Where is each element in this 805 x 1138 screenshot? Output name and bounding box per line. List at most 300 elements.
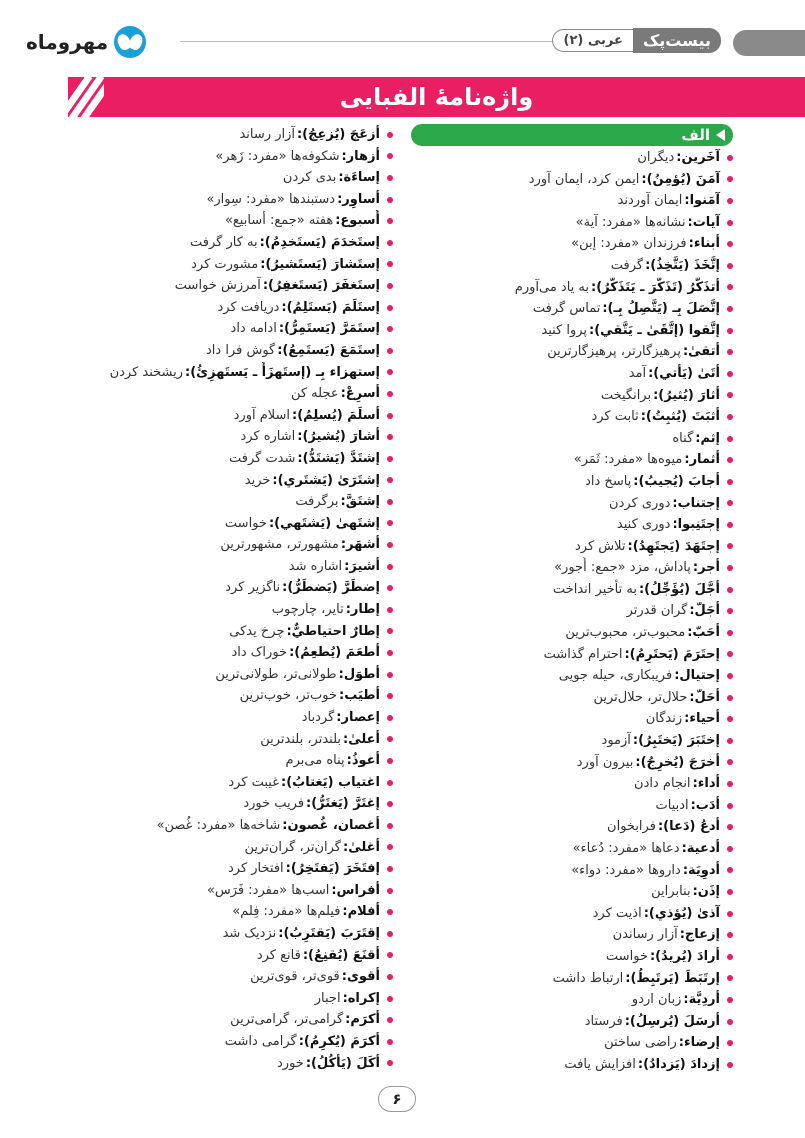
entry-word: أجر: (692, 560, 720, 576)
entry-meaning: شکوفه‌ها «مفرد: زَهر» (215, 148, 340, 164)
bullet-dot-icon (727, 371, 733, 377)
bullet-dot-icon (727, 543, 733, 549)
glossary-entry (63, 577, 393, 599)
entry-meaning: بیرون آورد (576, 754, 634, 770)
section-title-band (68, 77, 805, 117)
bullet-dot-icon (727, 975, 733, 981)
bullet-dot-icon (387, 326, 393, 332)
bullet-dot-icon (387, 650, 393, 656)
glossary-entry (63, 275, 393, 297)
glossary-entry (63, 1031, 393, 1053)
bullet-dot-icon (727, 414, 733, 420)
entry-word: أکَلَ (یَأکُلُ): (305, 1055, 380, 1071)
entry-meaning: پاسخ داد (585, 473, 632, 489)
page-header (0, 0, 805, 70)
glossary-entry (411, 881, 733, 903)
glossary-entry (411, 1054, 733, 1076)
bullet-dot-icon (387, 607, 393, 613)
glossary-entry (411, 385, 733, 407)
glossary-entry (63, 210, 393, 232)
entry-meaning: هفته «جمع: أسابیع» (224, 213, 334, 229)
bullet-dot-icon (727, 328, 733, 334)
glossary-entry (63, 880, 393, 902)
entry-meaning: زندگان (645, 711, 683, 727)
glossary-entry (63, 534, 393, 556)
glossary-entry (63, 664, 393, 686)
entry-meaning: دوری کردن (609, 495, 671, 511)
entry-meaning: افتخار کرد (227, 861, 284, 877)
bullet-dot-icon (727, 392, 733, 398)
entry-word: آمَنوا: (684, 193, 720, 209)
glossary-entry (411, 406, 733, 428)
entry-word: أثبَتَ (یُثبِتُ): (640, 409, 720, 425)
glossary-entry (411, 600, 733, 622)
bullet-dot-icon (727, 263, 733, 269)
entry-word: إقتَرَبَ (یَقتَرِبُ): (278, 925, 380, 941)
entry-meaning: ثابت کرد (591, 409, 639, 425)
entry-meaning: ادامه داد (230, 321, 277, 337)
glossary-entry (63, 405, 393, 427)
entry-meaning: نزدیک شد (222, 925, 277, 941)
entry-meaning: خوب‌تر، خوب‌ترین (239, 688, 338, 704)
glossary-entry (63, 1009, 393, 1031)
entry-meaning: داروها «مفرد: دواء» (571, 862, 681, 878)
entry-word: أعوذُ: (346, 753, 380, 769)
entry-meaning: ایمن کرد، ایمان آورد (528, 171, 640, 187)
bullet-dot-icon (387, 477, 393, 483)
entry-meaning: تلاش کرد (574, 538, 626, 554)
bullet-dot-icon (387, 693, 393, 699)
entry-word: إفتَخَرَ (یَفتَخِرُ): (285, 861, 380, 877)
glossary-entry (63, 167, 393, 189)
entry-word: اغتیاب (یَغتابُ): (281, 774, 380, 790)
bullet-dot-icon (727, 651, 733, 657)
entry-meaning: مشورت کرد (191, 256, 259, 272)
bullet-dot-icon (727, 284, 733, 290)
bullet-dot-icon (387, 542, 393, 548)
entry-meaning: گران‌تر، گران‌ترین (244, 839, 341, 855)
entry-meaning: بلندتر، بلندترین (260, 731, 341, 747)
entry-meaning: پاداش، مزد «جمع: أُجور» (554, 560, 691, 576)
entry-word: إشتَهیٰ (یَشتَهي): (268, 515, 380, 531)
entry-word: أفراس: (331, 882, 380, 898)
bullet-dot-icon (727, 1019, 733, 1025)
entry-word: إستَمَرَّ (یَستَمِرُّ): (278, 321, 380, 337)
entry-meaning: راضی ساختن (604, 1035, 677, 1051)
entry-word: إختَبَرَ (یَختَبِرُ): (632, 733, 720, 749)
entry-meaning: خواست (224, 515, 267, 531)
entry-word: أسرِعْ: (340, 386, 380, 402)
entry-word: إستَخدَمَ (یَستَخدِمُ): (259, 234, 380, 250)
glossary-entry (411, 708, 733, 730)
bullet-dot-icon (387, 348, 393, 354)
glossary-entry (63, 599, 393, 621)
glossary-entry (63, 448, 393, 470)
glossary-entry (411, 233, 733, 255)
entry-meaning: خوراک داد (231, 645, 288, 661)
glossary-entry (63, 146, 393, 168)
entry-word: أتَیٰ (یَأتي): (648, 365, 720, 381)
bullet-dot-icon (727, 349, 733, 355)
glossary-entry (63, 966, 393, 988)
entry-meaning: اسب‌ها «مفرد: فَرَس» (206, 882, 330, 898)
header-side-tab (733, 30, 805, 56)
entry-meaning: آزار رساند (239, 127, 295, 142)
entry-word: أخرَجَ (یُخرِجُ): (635, 754, 720, 770)
glossary-entry (63, 383, 393, 405)
entry-word: أدعیة: (681, 841, 720, 856)
bullet-dot-icon (387, 499, 393, 505)
glossary-entry (411, 212, 733, 234)
bullet-dot-icon (387, 844, 393, 850)
entry-word: إستَشارَ (یَستَشیرُ): (260, 256, 380, 272)
glossary-entry (411, 298, 733, 320)
bullet-dot-icon (387, 888, 393, 894)
entry-meaning: چرخ یدکی (229, 623, 285, 639)
glossary-entry (411, 730, 733, 752)
bullet-dot-icon (727, 630, 733, 636)
glossary-entry (411, 989, 733, 1011)
bullet-dot-icon (727, 932, 733, 938)
title-stripes (68, 77, 104, 117)
bullet-dot-icon (387, 866, 393, 872)
glossary-entry (63, 988, 393, 1010)
entry-word: إشتَقَّ: (340, 494, 380, 510)
entry-meaning: قانع کرد (256, 947, 301, 963)
bullet-dot-icon (727, 522, 733, 528)
glossary-entry (63, 1053, 393, 1075)
entry-meaning: دعاها «مفرد: دُعاء» (572, 841, 680, 856)
glossary-entry (63, 318, 393, 340)
entry-meaning: خواست (605, 948, 648, 964)
glossary-entry (411, 190, 733, 212)
entry-word: آخَرین: (676, 150, 720, 165)
entry-meaning: خرید (244, 472, 271, 488)
bullet-dot-icon (387, 736, 393, 742)
entry-word: إطارٌ احتیاطيٌّ: (286, 623, 380, 639)
header-divider (180, 41, 575, 42)
entry-word: أغصان، غُصون: (282, 818, 380, 833)
entry-word: إستَمَعَ (یَستَمِعُ): (277, 342, 380, 358)
glossary-entry (411, 536, 733, 558)
bullet-dot-icon (727, 867, 733, 873)
bullet-dot-icon (727, 1062, 733, 1068)
bullet-dot-icon (387, 218, 393, 224)
entry-meaning: ناگزیر کرد (225, 580, 281, 596)
entry-meaning: فرستاد (584, 1013, 623, 1029)
entry-word: إتَّقوا (إتَّقَیٰ ـ یَتَّقي): (589, 322, 720, 338)
entry-word: إجتناب: (672, 495, 720, 511)
glossary-entry (411, 924, 733, 946)
entry-word: أُسبوع: (335, 213, 380, 229)
glossary-entry (63, 858, 393, 880)
glossary-entry (63, 793, 393, 815)
glossary-entry (411, 622, 733, 644)
series-brand: بیست‌پک (633, 28, 721, 53)
bullet-dot-icon (387, 132, 393, 138)
entry-meaning: تماس گرفت (532, 301, 601, 317)
glossary-entry (411, 428, 733, 450)
entry-word: أطوَل: (338, 666, 380, 682)
entry-word: إستَغفَرَ (یَستَغفِرُ): (262, 278, 380, 294)
glossary-entry (411, 644, 733, 666)
entry-meaning: ریشخند کردن (109, 364, 184, 380)
bullet-dot-icon (387, 758, 393, 764)
bullet-dot-icon (727, 824, 733, 830)
entry-meaning: دستبندها «مفرد: سِوار» (206, 191, 336, 207)
entry-word: إذَن: (692, 884, 720, 900)
entry-meaning: مشهورتر، مشهورترین (220, 537, 339, 553)
glossary-entry (411, 773, 733, 795)
glossary-entry (411, 147, 733, 169)
glossary-entry (63, 772, 393, 794)
bullet-dot-icon (727, 889, 733, 895)
entry-meaning: فریبکاری، حیله جویی (558, 668, 673, 684)
bullet-dot-icon (727, 997, 733, 1003)
entry-word: أحَلّ: (689, 689, 720, 705)
entry-meaning: گرامی داشت (224, 1033, 297, 1049)
entry-word: أتذَکَّرُ (تَذَکَّرَ ـ یَتَذَکَّرُ): (591, 279, 720, 295)
glossary-entry (63, 685, 393, 707)
bullet-dot-icon (727, 608, 733, 614)
entry-meaning: حلال‌تر، حلال‌ترین (593, 689, 688, 705)
entry-meaning: دیگران (637, 150, 675, 165)
entry-meaning: افزایش یافت (564, 1056, 636, 1072)
entry-meaning: اجبار (314, 990, 341, 1006)
bullet-dot-icon (387, 305, 393, 311)
entry-word: إتَّخَذَ (یَتَّخِذُ): (645, 257, 720, 273)
entry-word: إزعاج: (679, 927, 720, 943)
entry-meaning: نشانه‌ها «مفرد: آیة» (575, 214, 686, 230)
entry-meaning: بنابراین (651, 884, 691, 900)
book-subject: عربی (۲) (552, 29, 632, 52)
entry-word: أشیرَ: (344, 558, 380, 574)
entry-meaning: اسلام آورد (233, 407, 291, 423)
glossary-entry (63, 642, 393, 664)
bullet-dot-icon (727, 241, 733, 247)
entry-meaning: احترام گذاشت (543, 646, 623, 662)
bullet-dot-icon (727, 565, 733, 571)
entry-word: إعصار: (336, 710, 380, 726)
entry-word: أجَّلَ (یُؤَجِّلُ): (638, 581, 720, 597)
glossary-entry (411, 255, 733, 277)
bullet-dot-icon (387, 931, 393, 937)
glossary-entry (63, 750, 393, 772)
glossary-entry (411, 471, 733, 493)
entry-meaning: برگرفت (295, 494, 339, 510)
entry-meaning: گرفت (610, 257, 644, 273)
entry-word: إجتَنِبوا: (672, 517, 720, 533)
entry-word: إحتیال: (674, 668, 720, 684)
glossary-entry (63, 340, 393, 362)
entry-meaning: دریافت کرد (217, 299, 280, 315)
bullet-dot-icon (727, 500, 733, 506)
glossary-entry (411, 579, 733, 601)
bullet-dot-icon (387, 801, 393, 807)
entry-word: إشتَدَّ (یَشتَدُّ): (297, 450, 380, 466)
glossary-entry (411, 320, 733, 342)
glossary-entry (63, 945, 393, 967)
glossary-entry (411, 514, 733, 536)
entry-word: أقوی: (341, 969, 380, 985)
bullet-dot-icon (387, 1039, 393, 1045)
entry-meaning: دوری کنید (616, 517, 671, 533)
entry-word: أجابَ (یُجیبُ): (633, 473, 720, 489)
book-label (552, 28, 721, 53)
entry-word: إحتَرَمَ (یَحتَرِمُ): (624, 646, 720, 662)
glossary-entry (411, 946, 733, 968)
entry-word: أحیاء: (684, 711, 720, 727)
entry-meaning: گرامی‌تر، گرامی‌ترین (230, 1012, 344, 1028)
glossary-entry (411, 493, 733, 515)
entry-word: إزدادَ (یَزدادُ): (637, 1056, 720, 1072)
entry-meaning: پناه می‌برم (285, 753, 345, 769)
glossary-list-right (411, 147, 733, 1076)
bullet-dot-icon (387, 153, 393, 159)
entry-meaning: به کار گرفت (189, 234, 258, 250)
entry-meaning: به تأخیر انداخت (552, 581, 637, 597)
entry-word: أثمار: (684, 452, 720, 468)
glossary-entry (411, 449, 733, 471)
bullet-dot-icon (727, 803, 733, 809)
entry-word: أتقیٰ: (682, 344, 720, 360)
bullet-dot-icon (727, 198, 733, 204)
glossary-entry (411, 665, 733, 687)
glossary-entry (63, 923, 393, 945)
entry-word: أدعُ (دَعا): (657, 819, 720, 835)
entry-word: أدوِیَة: (682, 862, 720, 878)
entry-word: آذیٰ (یُؤذي): (643, 905, 720, 921)
bullet-dot-icon (387, 1060, 393, 1066)
entry-meaning: خورد (277, 1055, 304, 1071)
bullet-dot-icon (387, 520, 393, 526)
bullet-dot-icon (727, 457, 733, 463)
entry-word: أغلیٰ: (343, 839, 380, 855)
bullet-dot-icon (387, 585, 393, 591)
entry-word: أزهار: (341, 148, 380, 164)
section-title: واژه‌نامهٔ الفبایی (339, 83, 534, 111)
bullet-dot-icon (727, 673, 733, 679)
glossary-column-left (63, 124, 393, 1074)
entry-word: أشهَر: (340, 537, 380, 553)
entry-word: أکرَمَ (یُکرِمُ): (298, 1033, 380, 1049)
bullet-dot-icon (387, 823, 393, 829)
glossary-entry (63, 815, 393, 837)
bullet-dot-icon (387, 628, 393, 634)
entry-meaning: فرزندان «مفرد: إبن» (571, 236, 687, 252)
glossary-entry (63, 707, 393, 729)
bullet-dot-icon (727, 695, 733, 701)
bullet-dot-icon (387, 564, 393, 570)
entry-word: أفلام: (342, 904, 380, 920)
entry-meaning: انجام دادن (634, 776, 691, 792)
entry-word: آمَنَ (یُؤمِنُ): (641, 171, 720, 187)
bullet-dot-icon (387, 952, 393, 958)
bullet-dot-icon (727, 846, 733, 852)
entry-meaning: ایمان آوردند (617, 193, 683, 209)
entry-meaning: میوه‌ها «مفرد: ثَمَر» (573, 452, 683, 468)
bullet-dot-icon (727, 306, 733, 312)
entry-meaning: آزار رساندن (612, 927, 678, 943)
entry-meaning: فرابخوان (607, 819, 656, 835)
entry-word: أعلیٰ: (343, 731, 380, 747)
glossary-entry (411, 838, 733, 860)
entry-meaning: به یاد می‌آورم (514, 279, 590, 295)
letter-label: الف (681, 126, 710, 144)
glossary-entry (63, 491, 393, 513)
glossary-entry (411, 341, 733, 363)
entry-meaning: گران قدرتر (626, 603, 688, 619)
entry-word: إغتَرَّ (یَغتَرُّ): (306, 796, 380, 812)
entry-meaning: گناه (672, 430, 694, 446)
glossary-entry (411, 363, 733, 385)
entry-word: أکرَم: (345, 1012, 380, 1028)
glossary-entry (411, 277, 733, 299)
glossary-entry (411, 557, 733, 579)
entry-word: إتَّصَلَ بِـ (یَتَّصِلُ بِـ): (602, 301, 720, 317)
bullet-dot-icon (727, 716, 733, 722)
bullet-dot-icon (727, 911, 733, 917)
glossary-entry (411, 816, 733, 838)
entry-word: إرضاء: (678, 1035, 720, 1051)
bullet-dot-icon (387, 974, 393, 980)
entry-word: إکراه: (342, 990, 380, 1006)
entry-word: إشتَرَیٰ (یَشتَري): (272, 472, 380, 488)
entry-meaning: فریب خورد (243, 796, 305, 812)
entry-word: إرتَبَطَ (یَرتَبِطُ): (625, 970, 720, 986)
entry-meaning: شدت گرفت (228, 450, 296, 466)
glossary-list-left (63, 124, 393, 1074)
entry-meaning: گوش فرا داد (206, 342, 276, 358)
entry-word: إضطَرَّ (یَضطَرُّ): (282, 580, 380, 596)
glossary-entry (411, 903, 733, 925)
glossary-entry (411, 1011, 733, 1033)
entry-meaning: آمد (628, 365, 647, 381)
glossary-entry (63, 124, 393, 146)
entry-word: أداء: (692, 776, 720, 792)
entry-meaning: برانگیخت (600, 387, 652, 403)
glossary-entry (63, 297, 393, 319)
entry-word: أطعَمَ (یُطعِمُ): (289, 645, 380, 661)
bullet-dot-icon (727, 155, 733, 161)
glossary-entry (63, 729, 393, 751)
entry-meaning: پرهیزگارتر، پرهیزگارترین (547, 344, 681, 360)
glossary-entry (411, 795, 733, 817)
glossary-entry (63, 556, 393, 578)
letter-heading (411, 124, 733, 146)
entry-word: أشارَ (یُشیرُ): (297, 429, 380, 445)
glossary-entry (63, 470, 393, 492)
bullet-dot-icon (387, 175, 393, 181)
entry-meaning: گردباد (301, 710, 335, 726)
entry-word: أدَب: (690, 797, 720, 813)
glossary-entry (63, 513, 393, 535)
glossary-entry (63, 426, 393, 448)
bullet-dot-icon (727, 781, 733, 787)
glossary-entry (63, 189, 393, 211)
glossary-column-right (411, 124, 733, 1076)
entry-meaning: پروا کنید (541, 322, 588, 338)
entry-word: أزعَجَ (یُزعِجُ): (296, 127, 380, 142)
glossary-entry (411, 860, 733, 882)
entry-word: أجَلّ: (689, 603, 720, 619)
entry-meaning: محبوب‌تر، محبوب‌ترین (565, 625, 686, 641)
entry-meaning: تایر، چارچوب (271, 602, 344, 618)
bullet-dot-icon (727, 479, 733, 485)
glossary-entry (411, 687, 733, 709)
bullet-dot-icon (387, 909, 393, 915)
glossary-entry (411, 752, 733, 774)
